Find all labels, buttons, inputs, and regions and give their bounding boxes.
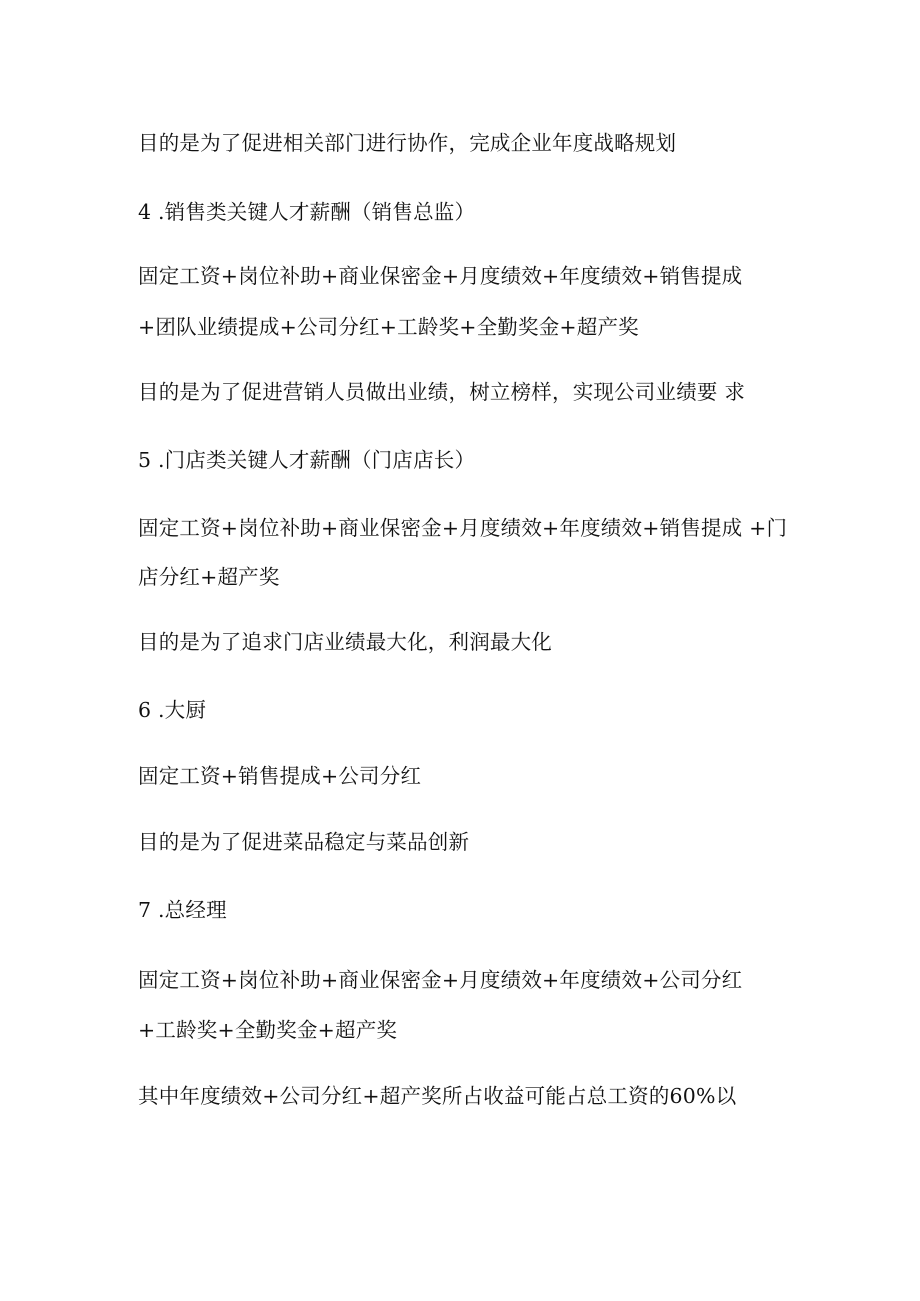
salary-formula-line: +工龄奖+全勤奖金+超产奖 xyxy=(138,1018,398,1042)
salary-formula-line: 店分红+超产奖 xyxy=(138,565,280,589)
purpose-paragraph: 目的是为了促进菜品稳定与菜品创新 xyxy=(138,830,470,854)
salary-formula-line: 固定工资+岗位补助+商业保密金+月度绩效+年度绩效+销售提成 xyxy=(138,264,743,288)
section-heading-7: 7 .总经理 xyxy=(138,898,227,922)
purpose-paragraph: 目的是为了促进相关部门进行协作，完成企业年度战略规划 xyxy=(138,131,677,155)
section-heading-5: 5 .门店类关键人才薪酬（门店店长） xyxy=(138,448,476,472)
salary-formula-line: +团队业绩提成+公司分红+工龄奖+全勤奖金+超产奖 xyxy=(138,315,639,339)
section-heading-6: 6 .大厨 xyxy=(138,698,207,722)
salary-formula-line: 固定工资+销售提成+公司分红 xyxy=(138,764,422,788)
salary-formula-line: 固定工资+岗位补助+商业保密金+月度绩效+年度绩效+销售提成 +门 xyxy=(138,516,788,540)
purpose-paragraph: 目的是为了追求门店业绩最大化，利润最大化 xyxy=(138,630,552,654)
purpose-paragraph: 目的是为了促进营销人员做出业绩，树立榜样，实现公司业绩要 求 xyxy=(138,380,746,404)
section-heading-4: 4 .销售类关键人才薪酬（销售总监） xyxy=(138,200,476,224)
salary-formula-line: 固定工资+岗位补助+商业保密金+月度绩效+年度绩效+公司分红 xyxy=(138,968,743,992)
income-share-note: 其中年度绩效+公司分红+超产奖所占收益可能占总工资的60%以 xyxy=(138,1084,737,1108)
